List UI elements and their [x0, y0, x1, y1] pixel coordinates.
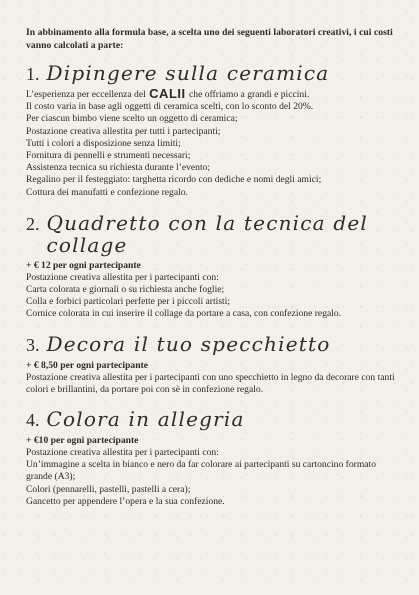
- section-number: 1.: [26, 64, 40, 84]
- section-number: 4.: [26, 410, 40, 431]
- body-line: Postazione creativa allestita per i partecipanti con:: [26, 447, 219, 459]
- body-line: Regalino per il festeggiato: targhetta ricordo con dediche e nomi degli amici;: [26, 174, 322, 186]
- section-title: Dipingere sulla ceramica: [46, 61, 330, 85]
- section-title: Decora il tuo specchietto: [46, 331, 331, 356]
- section-title: Colora in allegria: [46, 407, 245, 432]
- body-line: Carta colorata e giornali o su richiesta anche foglie;: [26, 284, 225, 296]
- section-decora-specchietto: [26, 333, 395, 396]
- price-text: + € 8,50 per ogni partecipante: [26, 359, 149, 371]
- body-line: Per ciascun bimbo viene scelto un oggetto di ceramica;: [26, 113, 238, 125]
- section-heading: [26, 333, 395, 356]
- body-line-end: che offriamo a grandi e piccini.: [189, 89, 310, 100]
- body-line: Il costo varia in base agli oggetti di ceramica scelti, con lo sconto del 20%.: [26, 101, 314, 113]
- body-line: Postazione creativa allestita per i partecipanti con:: [26, 271, 219, 283]
- body-line: Colori (pennarelli, pastelli, pastelli a cera);: [26, 483, 191, 495]
- price-text: + € 12 per ogni partecipante: [26, 259, 141, 271]
- section-heading: [26, 408, 395, 431]
- body-line: Tutti i colori a disposizione senza limiti;: [26, 137, 181, 149]
- section-dipingere-ceramica: [26, 62, 395, 199]
- section-quadretto-collage: [26, 212, 395, 321]
- price-text: + €10 per ogni partecipante: [26, 435, 139, 447]
- section-number: 2.: [26, 213, 40, 234]
- body-line: Gancetto per appendere l’opera e la sua confezione.: [26, 495, 225, 507]
- body-line: [26, 86, 395, 101]
- body-line: Postazione creativa allestita per tutti i partecipanti;: [26, 125, 221, 137]
- brand-logo-calii: CALII: [149, 86, 186, 101]
- section-number: 3.: [26, 334, 40, 355]
- body-line: Postazione creativa allestita per i partecipanti con uno specchietto in legno da decorare con tanti colori e brillantini, da portare poi con sè in confezione regalo.: [26, 371, 395, 395]
- body-line: Cottura dei manufatti e confezione regalo.: [26, 186, 188, 198]
- section-heading: [26, 62, 395, 85]
- body-line: Un’immagine a scelta in bianco e nero da far colorare ai partecipanti su cartoncino formato grande (A3);: [26, 459, 377, 483]
- body-line-start: L’esperienza per eccellenza del: [26, 89, 146, 100]
- body-line: Fornitura di pennelli e strumenti necessari;: [26, 150, 191, 162]
- body-line: Colla e forbici particolari perfette per i piccoli artisti;: [26, 296, 231, 308]
- intro-text: In abbinamento alla formula base, a scelta uno dei seguenti laboratori creativi, i cui costi vanno calcolati a parte:: [26, 27, 393, 51]
- section-title: Quadretto con la tecnica del collage: [46, 210, 369, 257]
- body-line: Assistenza tecnica su richiesta durante l’evento;: [26, 162, 211, 174]
- body-line: Cornice colorata in cui inserire il collage da portare a casa, con confezione regalo.: [26, 308, 342, 320]
- section-heading: [26, 212, 395, 256]
- section-colora-allegria: [26, 408, 395, 508]
